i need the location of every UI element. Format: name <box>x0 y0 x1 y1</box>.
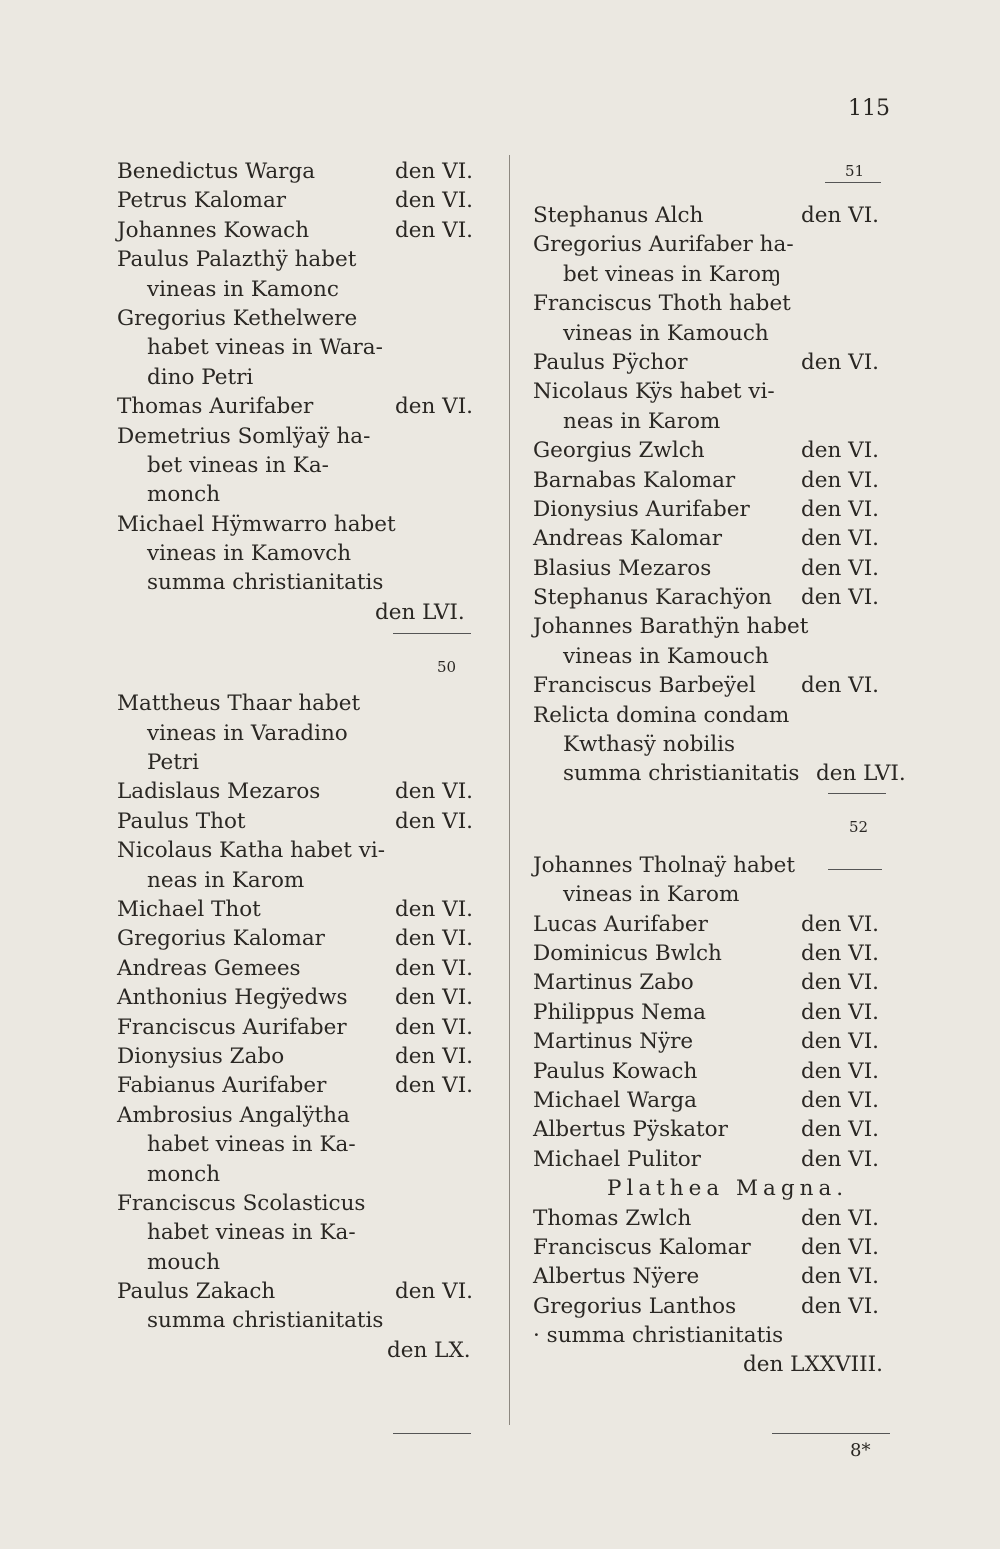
entry-row <box>533 998 893 1027</box>
entry-name: Dionysius Zabo <box>117 1043 285 1069</box>
entry-tax: den VI. <box>801 1234 880 1260</box>
entry-row <box>533 583 893 612</box>
right-section-a-header <box>533 157 893 201</box>
total-rule <box>393 1433 471 1434</box>
entry-name: Georgius Zwlch <box>533 438 705 464</box>
entry-name: Stephanus Alch <box>533 203 704 228</box>
entry-row <box>533 1115 893 1144</box>
entry-tax: den VI. <box>801 673 880 699</box>
total-value: den LX. <box>387 1337 471 1363</box>
entry-row <box>117 1277 497 1306</box>
entry-name: Michael Pulitor <box>533 1146 701 1172</box>
entry-name: habet vineas in Wara- <box>147 335 383 361</box>
entry-line <box>533 260 893 289</box>
entry-name: Gregorius Lanthos <box>533 1293 737 1319</box>
right-summa-a <box>533 759 906 788</box>
entry-tax: den VI. <box>801 496 880 522</box>
entry-name: Franciscus Thoth habet <box>533 291 791 317</box>
entry-name: Petri <box>147 750 200 776</box>
entry-line <box>117 333 497 362</box>
entry-tax: den VI. <box>801 555 880 581</box>
entry-row <box>117 1013 497 1042</box>
total-value: den LXXVIII. <box>743 1352 883 1378</box>
entry-tax: den VI. <box>801 203 880 228</box>
entry-line <box>533 407 893 436</box>
entry-name: Gregorius Aurifaber ha- <box>533 232 794 258</box>
entry-line <box>117 422 497 451</box>
entry-name: Fabianus Aurifaber <box>117 1073 327 1099</box>
section-number: 51 <box>845 162 865 180</box>
entry-row <box>117 186 497 215</box>
entry-name: Franciscus Aurifaber <box>117 1014 347 1040</box>
left-entries-b <box>117 689 497 1336</box>
entry-name: monch <box>147 1161 221 1187</box>
entry-name: Petrus Kalomar <box>117 188 287 214</box>
entry-tax: den VI. <box>801 585 880 611</box>
entry-name: Philippus Nema <box>533 999 706 1025</box>
section-rule <box>828 869 882 870</box>
entry-tax: den VI. <box>395 217 474 243</box>
column-divider <box>509 155 510 1425</box>
section-number: 52 <box>849 817 869 836</box>
entry-line <box>117 304 497 333</box>
entry-name: Paulus Palazthÿ habet <box>117 247 357 273</box>
entry-line <box>117 748 497 777</box>
entry-name: Andreas Gemees <box>117 955 301 981</box>
entry-name: Albertus Nÿere <box>533 1264 700 1290</box>
entry-line <box>117 451 497 480</box>
entry-line <box>117 1189 497 1218</box>
entry-line <box>117 539 497 568</box>
entry-line <box>117 510 497 539</box>
entry-tax: den VI. <box>801 999 880 1025</box>
entry-row <box>533 939 893 968</box>
entry-tax: den VI. <box>801 1264 880 1290</box>
entry-name: Nicolaus Katha habet vi- <box>117 838 386 864</box>
entry-name: Johannes Barathÿn habet <box>533 614 809 640</box>
entry-name: Franciscus Scolasticus <box>117 1190 366 1216</box>
entry-row <box>117 392 497 421</box>
entry-row <box>533 436 893 465</box>
entry-name: Gregorius Kalomar <box>117 926 325 952</box>
entry-line <box>117 1130 497 1159</box>
right-column <box>533 157 906 1380</box>
entry-name: habet vineas in Ka- <box>147 1132 356 1158</box>
entry-tax: den VI. <box>395 926 474 952</box>
entry-name: Kwthasÿ nobilis <box>563 732 735 758</box>
entry-name: vineas in Kamonc <box>147 276 339 302</box>
entry-tax: den VI. <box>801 1293 880 1319</box>
entry-name: Albertus Pÿskator <box>533 1117 728 1143</box>
entry-name: Lucas Aurifaber <box>533 911 708 937</box>
total-value: den LVI. <box>816 761 906 787</box>
entry-name: summa christianitatis <box>147 1308 384 1334</box>
entry-name: Benedictus Warga <box>117 159 316 184</box>
right-entries-b <box>533 851 893 1174</box>
entry-tax: den VI. <box>801 1205 880 1231</box>
entry-tax: den VI. <box>395 896 474 922</box>
left-total-a <box>117 598 497 627</box>
entry-name: Demetrius Somlÿaÿ ha- <box>117 423 371 449</box>
entry-tax: den VI. <box>395 955 474 981</box>
entry-tax: den VI. <box>801 970 880 996</box>
entry-name: Barnabas Kalomar <box>533 467 736 493</box>
total-value: den LVI. <box>375 599 465 625</box>
entry-name: Johannes Tholnaÿ habet <box>533 852 795 878</box>
entry-tax: den VI. <box>395 188 474 214</box>
entry-name: Michael Thot <box>117 896 261 922</box>
entry-name: vineas in Kamouch <box>563 643 769 669</box>
entry-row <box>533 466 893 495</box>
entry-tax: den VI. <box>801 467 880 493</box>
entry-row <box>533 1027 893 1056</box>
entry-tax: den VI. <box>801 1117 880 1143</box>
entry-tax: den VI. <box>395 394 474 420</box>
street-heading-row <box>533 1174 893 1203</box>
entry-tax: den VI. <box>395 1043 474 1069</box>
entry-name: Dominicus Bwlch <box>533 940 722 966</box>
entry-name: Johannes Kowach <box>117 217 310 243</box>
entry-line <box>533 289 893 318</box>
right-entries-a <box>533 201 893 759</box>
entry-name: Blasius Mezaros <box>533 555 712 581</box>
entry-tax: den VI. <box>801 438 880 464</box>
right-section-b-header <box>533 789 893 851</box>
left-entries-a <box>117 157 497 598</box>
entry-name: Paulus Kowach <box>533 1058 698 1084</box>
entry-name: Martinus Nÿre <box>533 1029 694 1055</box>
section-number: 50 <box>437 658 457 677</box>
total-rule <box>772 1433 890 1434</box>
entry-tax: den VI. <box>801 1058 880 1084</box>
summa-label: summa christianitatis <box>563 761 800 787</box>
entry-name: vineas in Kamouch <box>563 320 769 346</box>
entry-name: Paulus Thot <box>117 808 246 834</box>
entry-tax: den VI. <box>395 1279 474 1305</box>
total-rule <box>828 793 886 794</box>
entry-line <box>117 1160 497 1189</box>
entry-row <box>533 910 893 939</box>
entry-name: monch <box>147 482 221 508</box>
entry-tax: den VI. <box>395 779 474 805</box>
summa-label: · summa christianitatis <box>533 1323 784 1349</box>
entry-row <box>533 1292 893 1321</box>
entry-row <box>533 1145 893 1174</box>
entry-name: Anthonius Hegÿedws <box>117 985 348 1011</box>
entry-line <box>533 701 893 730</box>
entry-name: Paulus Pÿchor <box>533 349 688 375</box>
entry-line <box>533 612 893 641</box>
entry-name: Mattheus Thaar habet <box>117 691 361 717</box>
entry-tax: den VI. <box>801 1087 880 1113</box>
entry-name: Relicta domina condam <box>533 702 790 728</box>
entry-name: Martinus Zabo <box>533 970 694 996</box>
entry-row <box>117 924 497 953</box>
entry-line <box>117 1218 497 1247</box>
entry-row <box>533 495 893 524</box>
entry-row <box>533 201 893 230</box>
right-total-c <box>533 1350 893 1379</box>
entry-name: vineas in Varadino <box>147 720 348 746</box>
entry-tax: den VI. <box>801 940 880 966</box>
entry-row <box>117 954 497 983</box>
entry-line <box>533 851 893 880</box>
entry-line <box>533 319 893 348</box>
entry-name: Paulus Zakach <box>117 1279 276 1305</box>
entry-name: habet vineas in Ka- <box>147 1220 356 1246</box>
entry-tax: den VI. <box>395 985 474 1011</box>
street-heading: Plathea Magna. <box>607 1176 849 1202</box>
entry-name: vineas in Kamovch <box>147 541 352 567</box>
entry-row <box>117 777 497 806</box>
entry-tax: den VI. <box>395 808 474 834</box>
entry-line <box>117 1101 497 1130</box>
entry-name: Michael Hÿmwarro habet <box>117 511 396 537</box>
entry-row <box>117 1071 497 1100</box>
entry-name: Gregorius Kethelwere <box>117 305 358 331</box>
entry-name: Franciscus Barbeÿel <box>533 673 756 699</box>
entry-line <box>117 719 497 748</box>
entry-line <box>533 230 893 259</box>
total-rule <box>393 633 471 634</box>
entry-line <box>117 866 497 895</box>
page-number: 115 <box>848 96 890 121</box>
entry-tax: den VI. <box>801 1146 880 1172</box>
entry-name: Nicolaus Kÿs habet vi- <box>533 379 775 405</box>
entry-name: Michael Warga <box>533 1087 697 1113</box>
entry-row <box>533 1057 893 1086</box>
entry-row <box>533 348 893 377</box>
entry-row <box>533 1233 893 1262</box>
entry-tax: den VI. <box>801 1029 880 1055</box>
entry-tax: den VI. <box>395 1073 474 1099</box>
entry-name: Dionysius Aurifaber <box>533 496 750 522</box>
entry-name: Ladislaus Mezaros <box>117 779 321 805</box>
entry-name: bet vineas in Ka- <box>147 452 329 478</box>
entry-tax: den VI. <box>801 526 880 552</box>
entry-name: mouch <box>147 1249 221 1275</box>
left-section-b-header <box>117 627 497 689</box>
entry-row <box>117 157 497 186</box>
entry-name: dino Petri <box>147 364 254 390</box>
entry-line <box>117 689 497 718</box>
entry-line <box>533 730 893 759</box>
entry-row <box>117 1042 497 1071</box>
section-rule <box>825 182 881 183</box>
entry-name: Andreas Kalomar <box>533 526 723 552</box>
entry-name: neas in Karom <box>147 867 305 893</box>
entry-name: vineas in Karom <box>563 882 740 908</box>
right-entries-c <box>533 1204 893 1322</box>
left-total-b <box>117 1336 497 1365</box>
entry-line <box>117 363 497 392</box>
entry-name: neas in Karom <box>563 408 721 434</box>
entry-row <box>533 1262 893 1291</box>
entry-name: summa christianitatis <box>147 570 384 596</box>
entry-row <box>533 1086 893 1115</box>
entry-tax: den VI. <box>395 159 474 184</box>
entry-name: Thomas Zwlch <box>533 1205 692 1231</box>
entry-line <box>117 480 497 509</box>
entry-row <box>117 216 497 245</box>
entry-row <box>117 983 497 1012</box>
entry-line <box>117 1248 497 1277</box>
entry-name: Thomas Aurifaber <box>117 394 314 420</box>
left-column <box>117 157 497 1365</box>
signature-mark: 8* <box>850 1440 871 1461</box>
entry-line <box>117 836 497 865</box>
entry-name: bet vineas in Karoɱ <box>563 261 782 287</box>
entry-row <box>533 524 893 553</box>
entry-line <box>117 275 497 304</box>
entry-row <box>533 1204 893 1233</box>
entry-line <box>533 377 893 406</box>
entry-tax: den VI. <box>801 911 880 937</box>
entry-name: Stephanus Karachÿon <box>533 585 772 611</box>
entry-row <box>533 554 893 583</box>
entry-row <box>533 968 893 997</box>
entry-line <box>533 880 893 909</box>
entry-line <box>117 1306 497 1335</box>
entry-tax: den VI. <box>801 349 880 375</box>
entry-name: Ambrosius Angalÿtha <box>117 1102 350 1128</box>
entry-tax: den VI. <box>395 1014 474 1040</box>
right-summa-c <box>533 1321 893 1350</box>
entry-line <box>117 568 497 597</box>
entry-row <box>117 807 497 836</box>
entry-line <box>117 245 497 274</box>
entry-line <box>533 642 893 671</box>
entry-row <box>533 671 893 700</box>
entry-row <box>117 895 497 924</box>
entry-name: Franciscus Kalomar <box>533 1234 751 1260</box>
